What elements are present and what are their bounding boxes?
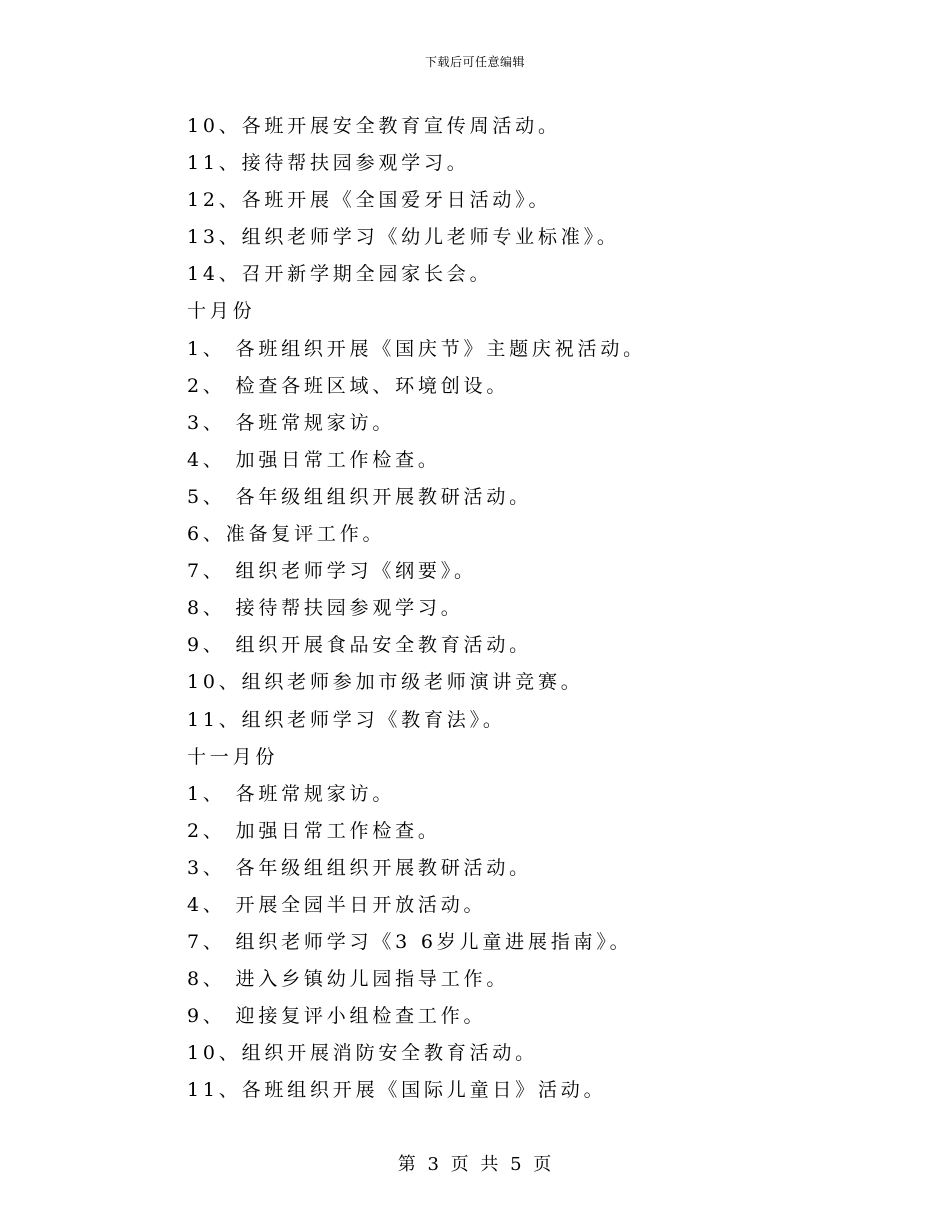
body-line: 9、 组织开展食品安全教育活动。: [187, 634, 532, 657]
body-line: 1、 各班常规家访。: [187, 782, 396, 805]
body-line: 4、 加强日常工作检查。: [187, 448, 441, 471]
body-line: 10、组织老师参加市级老师演讲竞赛。: [187, 671, 584, 694]
body-line: 1、 各班组织开展《国庆节》主题庆祝活动。: [187, 337, 646, 360]
page-header-note: 下载后可任意编辑: [424, 55, 525, 69]
body-line: 10、各班开展安全教育宣传周活动。: [187, 115, 561, 137]
section-heading-november: 十一月份: [187, 745, 279, 768]
body-line: 6、准备复评工作。: [187, 523, 386, 546]
section-heading-october: 十月份: [187, 300, 256, 323]
body-line: 3、 各年级组组织开展教研活动。: [187, 856, 532, 879]
body-line: 12、各班开展《全国爱牙日活动》。: [187, 189, 552, 212]
body-line: 14、召开新学期全园家长会。: [187, 263, 493, 286]
body-line: 11、各班组织开展《国际儿童日》活动。: [187, 1079, 607, 1102]
body-line: 7、 组织老师学习《纲要》。: [187, 560, 477, 583]
body-line: 7、 组织老师学习《3 6岁儿童进展指南》。: [187, 931, 633, 954]
body-line: 4、 开展全园半日开放活动。: [187, 893, 487, 916]
page-number-footer: 第 3 页 共 5 页: [397, 1154, 553, 1175]
body-line: 5、 各年级组组织开展教研活动。: [187, 485, 532, 508]
body-line: 11、组织老师学习《教育法》。: [187, 708, 506, 731]
body-line: 11、接待帮扶园参观学习。: [187, 152, 470, 175]
document-body: [187, 108, 887, 1110]
body-line: 10、组织开展消防安全教育活动。: [187, 1042, 538, 1065]
body-line: 9、 迎接复评小组检查工作。: [187, 1005, 487, 1028]
body-line: 3、 各班常规家访。: [187, 411, 396, 434]
body-line: 8、 接待帮扶园参观学习。: [187, 597, 464, 620]
body-line: 2、 检查各班区域、环境创设。: [187, 374, 510, 397]
body-line: 8、 进入乡镇幼儿园指导工作。: [187, 968, 510, 991]
body-line: 13、组织老师学习《幼儿老师专业标准》。: [187, 226, 620, 249]
body-line: 2、 加强日常工作检查。: [187, 819, 441, 842]
